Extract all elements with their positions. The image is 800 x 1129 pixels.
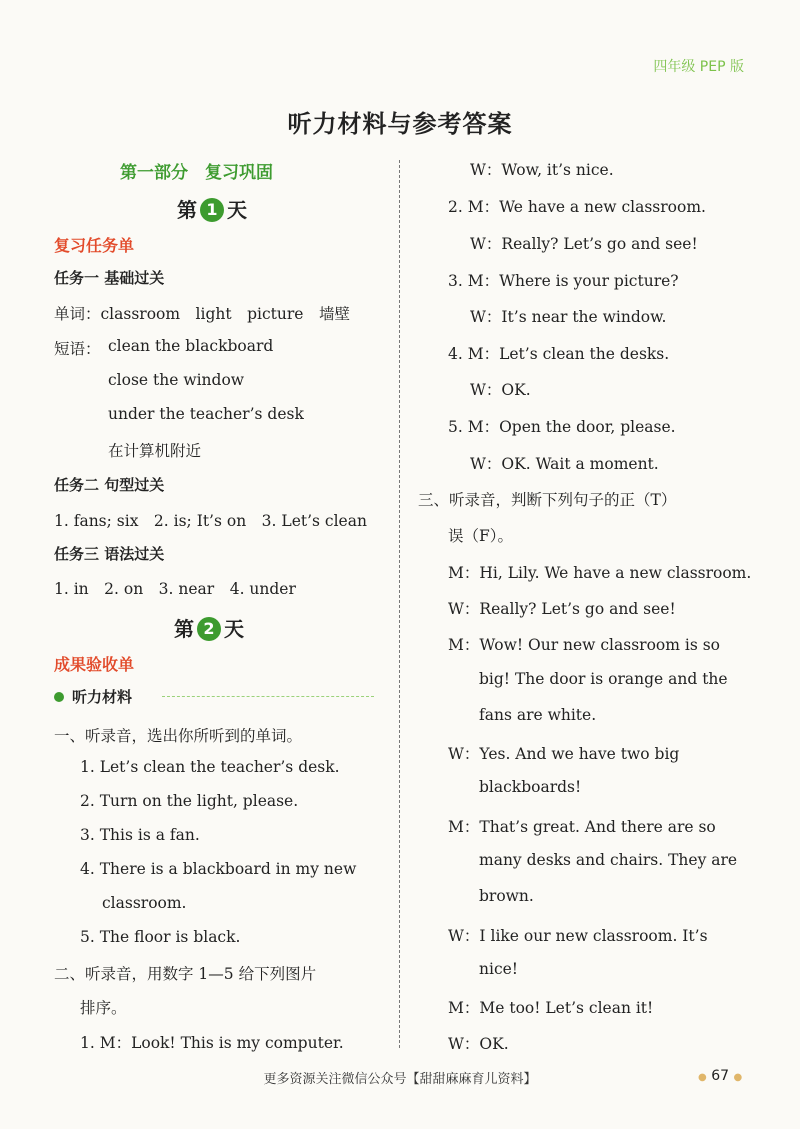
dialogue-line: W：Wow, it’s nice. <box>470 161 614 179</box>
dialogue-line: M：Wow! Our new classroom is so <box>448 636 720 654</box>
task3-answer: 1. in 2. on 3. near 4. under <box>54 580 296 598</box>
words-answer: 单词：classroom light picture 墙壁 <box>54 305 350 323</box>
phrases-label: 短语： <box>54 340 101 358</box>
dialogue-line: W：Really? Let’s go and see! <box>470 235 698 253</box>
question2-prompt: 二、听录音，用数字 1—5 给下列图片 <box>54 965 317 983</box>
listening-heading: 听力材料 <box>54 686 374 707</box>
q1-item: 2. Turn on the light, please. <box>80 792 299 810</box>
grade-edition-label: 四年级 PEP 版 <box>653 59 744 75</box>
result-list-heading: 成果验收单 <box>54 655 135 674</box>
day2-heading: 第 2 天 <box>174 617 244 641</box>
q1-item: 4. There is a blackboard in my new <box>80 860 357 878</box>
dialogue-line: 2. M：We have a new classroom. <box>448 198 706 216</box>
q1-item-continued: classroom. <box>102 894 187 912</box>
phrase-item: close the window <box>108 371 245 389</box>
dialogue-line-continued: fans are white. <box>479 706 597 724</box>
dialogue-line: W：It’s near the window. <box>470 308 667 326</box>
q1-item: 1. Let’s clean the teacher’s desk. <box>80 758 340 776</box>
day-number-badge: 2 <box>197 617 221 641</box>
task3-heading: 任务三 语法过关 <box>54 545 165 563</box>
dialogue-line: M：Me too! Let’s clean it! <box>448 999 654 1017</box>
question3-prompt-continued: 误（F）。 <box>448 527 514 545</box>
day-number-badge: 1 <box>200 198 224 222</box>
q1-item: 3. This is a fan. <box>80 826 200 844</box>
dialogue-line: W：OK. <box>470 381 531 399</box>
heading-dash-line <box>162 696 374 697</box>
column-divider <box>399 160 400 1048</box>
q1-item: 5. The floor is black. <box>80 928 241 946</box>
question1-prompt: 一、听录音，选出你所听到的单词。 <box>54 727 303 745</box>
dialogue-line-continued: nice! <box>479 960 519 978</box>
q2-item: 1. M：Look! This is my computer. <box>80 1034 344 1052</box>
part-heading: 第一部分 复习巩固 <box>120 163 273 183</box>
question3-prompt: 三、听录音，判断下列句子的正（T） <box>418 491 677 509</box>
task-list-heading: 复习任务单 <box>54 236 135 255</box>
dialogue-line-continued: blackboards! <box>479 778 582 796</box>
phrase-item: clean the blackboard <box>108 337 274 355</box>
phrase-item: 在计算机附近 <box>108 442 202 460</box>
dialogue-line-continued: big! The door is orange and the <box>479 670 728 688</box>
day1-heading: 第 1 天 <box>177 198 247 222</box>
bullet-dot-icon <box>54 692 64 702</box>
footer-note: 更多资源关注微信公众号【甜甜麻麻育儿资料】 <box>263 1072 537 1087</box>
phrase-item: under the teacher’s desk <box>108 405 304 423</box>
task1-heading: 任务一 基础过关 <box>54 269 165 287</box>
dialogue-line: 3. M：Where is your picture? <box>448 272 679 290</box>
task2-answer: 1. fans; six 2. is; It’s on 3. Let’s clean <box>54 512 367 530</box>
question2-prompt-continued: 排序。 <box>80 999 127 1017</box>
page-title: 听力材料与参考答案 <box>287 110 513 138</box>
dialogue-line-continued: brown. <box>479 887 534 905</box>
dialogue-line: M：That’s great. And there are so <box>448 818 716 836</box>
dialogue-line: W：Yes. And we have two big <box>448 745 680 763</box>
dialogue-line-continued: many desks and chairs. They are <box>479 851 738 869</box>
page-number: ● 67 ● <box>698 1068 743 1084</box>
dialogue-line: W：OK. Wait a moment. <box>470 455 659 473</box>
dialogue-line: W：Really? Let’s go and see! <box>448 600 676 618</box>
dialogue-line: 5. M：Open the door, please. <box>448 418 676 436</box>
dialogue-line: 4. M：Let’s clean the desks. <box>448 345 670 363</box>
dialogue-line: M：Hi, Lily. We have a new classroom. <box>448 564 752 582</box>
dialogue-line: W：I like our new classroom. It’s <box>448 927 708 945</box>
task2-heading: 任务二 句型过关 <box>54 476 165 494</box>
dialogue-line: W：OK. <box>448 1035 509 1053</box>
